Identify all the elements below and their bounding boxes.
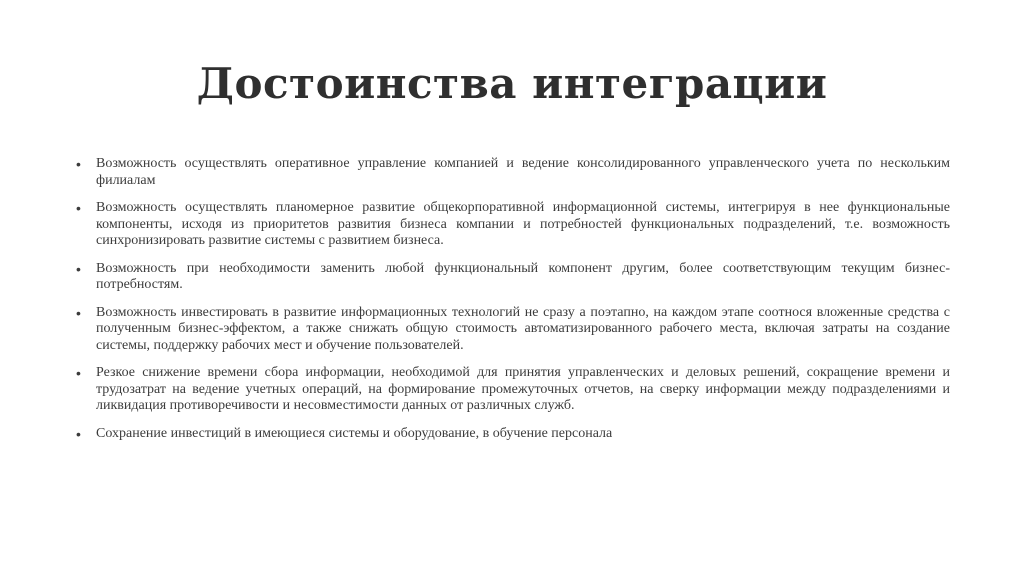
bullet-icon: • — [76, 260, 81, 277]
bullet-text: Резкое снижение времени сбора информации, необходимой для принятия управленческих и деловых решений, сокращение времени и трудозатрат на ведение учетных операций, на формирование промежуточных отчетов, на сверку информации между подразделениями и ликвидация противоречивости и несовместимости данных от различных служб. — [96, 365, 950, 413]
bullet-icon: • — [76, 304, 81, 321]
bullet-icon: • — [76, 365, 81, 381]
bullet-icon: • — [76, 156, 81, 172]
bullet-text: Сохранение инвестиций в имеющиеся системы и оборудование, в обучение персонала — [96, 425, 613, 441]
list-item — [76, 200, 950, 250]
bullet-list — [76, 156, 950, 453]
list-item — [76, 156, 950, 189]
list-item — [76, 261, 950, 294]
bullet-text: Возможность осуществлять оперативное управление компанией и ведение консолидированного управленческого учета по нескольким филиалам — [96, 156, 950, 188]
list-item — [76, 426, 950, 443]
bullet-text: Возможность инвестировать в развитие информационных технологий не сразу а поэтапно, на каждом этапе соотнося вложенные средства с полученным бизнес-эффектом, а также снижать общую стоимость автоматизированного рабочего места, включая затраты на создание системы, поддержку рабочих мест и обучение пользователей. — [96, 304, 950, 353]
bullet-icon: • — [76, 425, 81, 442]
bullet-icon: • — [76, 200, 81, 216]
slide-title: Достоинства интеграции — [196, 59, 828, 108]
bullet-text: Возможность осуществлять планомерное развитие общекорпоративной информационной системы, интегрируя в нее функциональные компоненты, исходя из приоритетов развития бизнеса компании и потребностей функциональных подразделений, т.е. возможность синхронизировать развитие системы с развитием бизнеса. — [96, 200, 950, 248]
list-item — [76, 365, 950, 415]
list-item — [76, 305, 950, 355]
bullet-text: Возможность при необходимости заменить любой функциональный компонент другим, более соответствующим текущим бизнес-потребностям. — [96, 260, 950, 292]
